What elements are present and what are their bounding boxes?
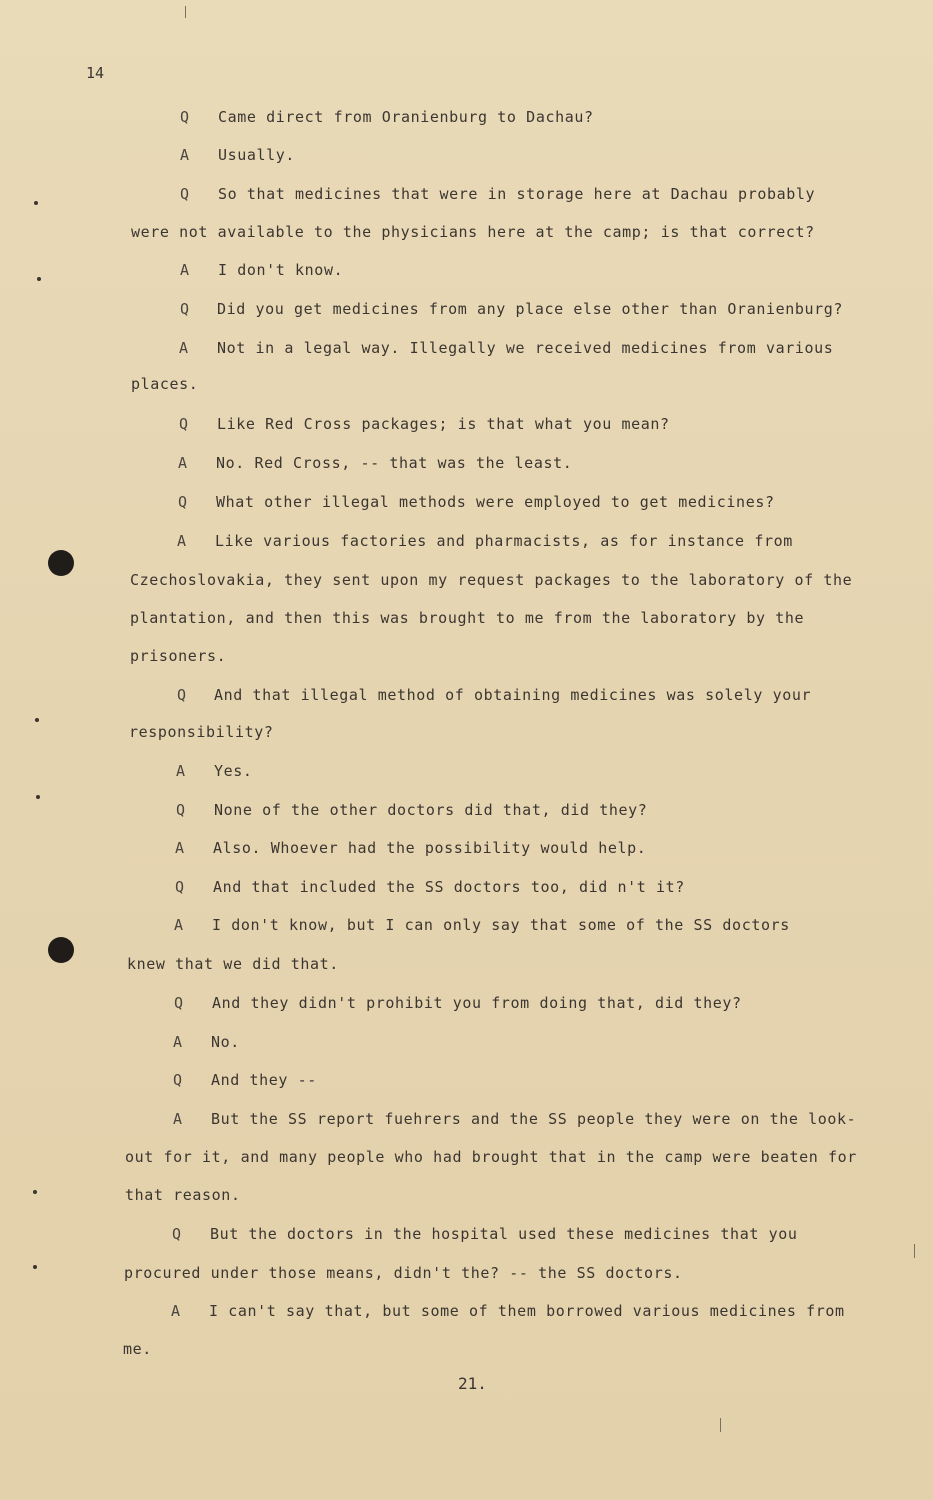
answer-marker: A xyxy=(180,146,190,164)
question-marker: Q xyxy=(179,415,189,433)
transcript-line: But the SS report fuehrers and the SS people they were on the look- xyxy=(211,1110,857,1128)
transcript-line: None of the other doctors did that, did they? xyxy=(214,801,648,819)
answer-marker: A xyxy=(178,454,188,472)
answer-marker: A xyxy=(173,1110,183,1128)
transcript-line: Like various factories and pharmacists, as for instance from xyxy=(215,532,793,550)
transcript-line: responsibility? xyxy=(129,723,274,741)
transcript-line: What other illegal methods were employed to get medicines? xyxy=(216,493,775,511)
question-marker: Q xyxy=(175,878,185,896)
transcript-line: that reason. xyxy=(125,1186,241,1204)
transcript-line: Usually. xyxy=(218,146,296,164)
question-marker: Q xyxy=(172,1225,182,1243)
question-marker: Q xyxy=(176,801,186,819)
question-marker: Q xyxy=(180,185,190,203)
answer-marker: A xyxy=(176,762,186,780)
transcript-line: And that included the SS doctors too, did n't it? xyxy=(213,878,685,896)
transcript-line: me. xyxy=(123,1340,152,1358)
question-marker: Q xyxy=(180,108,190,126)
question-marker: Q xyxy=(173,1071,183,1089)
answer-marker: A xyxy=(175,839,185,857)
answer-marker: A xyxy=(173,1033,183,1051)
question-marker: Q xyxy=(177,686,187,704)
transcript-line: And they -- xyxy=(211,1071,317,1089)
transcript-line: No. Red Cross, -- that was the least. xyxy=(216,454,573,472)
question-marker: Q xyxy=(180,300,190,318)
transcript-line: And that illegal method of obtaining medicines was solely your xyxy=(214,686,812,704)
transcript-line: So that medicines that were in storage here at Dachau probably xyxy=(218,185,816,203)
question-marker: Q xyxy=(174,994,184,1012)
answer-marker: A xyxy=(171,1302,181,1320)
transcript-line: I don't know. xyxy=(218,261,344,279)
transcript-line: out for it, and many people who had brought that in the camp were beaten for xyxy=(125,1148,857,1166)
transcript-line: Also. Whoever had the possibility would help. xyxy=(213,839,647,857)
transcript-line: And they didn't prohibit you from doing that, did they? xyxy=(212,994,742,1012)
transcript-line: Came direct from Oranienburg to Dachau? xyxy=(218,108,594,126)
transcript-line: Did you get medicines from any place else other than Oranienburg? xyxy=(217,300,843,318)
margin-dot xyxy=(33,1265,37,1269)
answer-marker: A xyxy=(180,261,190,279)
margin-dot xyxy=(33,1190,37,1194)
transcript-line: Not in a legal way. Illegally we received medicines from various xyxy=(217,339,834,357)
transcript-line: knew that we did that. xyxy=(127,955,339,973)
answer-marker: A xyxy=(177,532,187,550)
transcript-line: Yes. xyxy=(214,762,253,780)
transcript-line: prisoners. xyxy=(130,647,227,665)
paper-mark xyxy=(185,6,186,18)
margin-dot xyxy=(36,795,40,799)
transcript-line: procured under those means, didn't the? -- the SS doctors. xyxy=(124,1264,683,1282)
question-marker: Q xyxy=(178,493,188,511)
page-number: 21. xyxy=(458,1374,487,1393)
answer-marker: A xyxy=(174,916,184,934)
transcript-line: plantation, and then this was brought to me from the laboratory by the xyxy=(130,609,805,627)
margin-dot xyxy=(37,277,41,281)
paper-mark xyxy=(914,1244,915,1258)
margin-dot xyxy=(34,201,38,205)
margin-dot xyxy=(35,718,39,722)
transcript-line: No. xyxy=(211,1033,240,1051)
paper-mark xyxy=(720,1418,721,1432)
transcript-line: I don't know, but I can only say that some of the SS doctors xyxy=(212,916,790,934)
transcript-line: Czechoslovakia, they sent upon my request packages to the laboratory of the xyxy=(130,571,853,589)
transcript-line: places. xyxy=(131,375,199,393)
answer-marker: A xyxy=(179,339,189,357)
transcript-line: Like Red Cross packages; is that what you mean? xyxy=(217,415,670,433)
page-corner-number: 14 xyxy=(86,64,105,82)
transcript-line: I can't say that, but some of them borrowed various medicines from xyxy=(209,1302,845,1320)
transcript-line: But the doctors in the hospital used these medicines that you xyxy=(210,1225,798,1243)
transcript-line: were not available to the physicians here at the camp; is that correct? xyxy=(131,223,815,241)
punch-hole-upper xyxy=(48,550,74,576)
punch-hole-lower xyxy=(48,937,74,963)
